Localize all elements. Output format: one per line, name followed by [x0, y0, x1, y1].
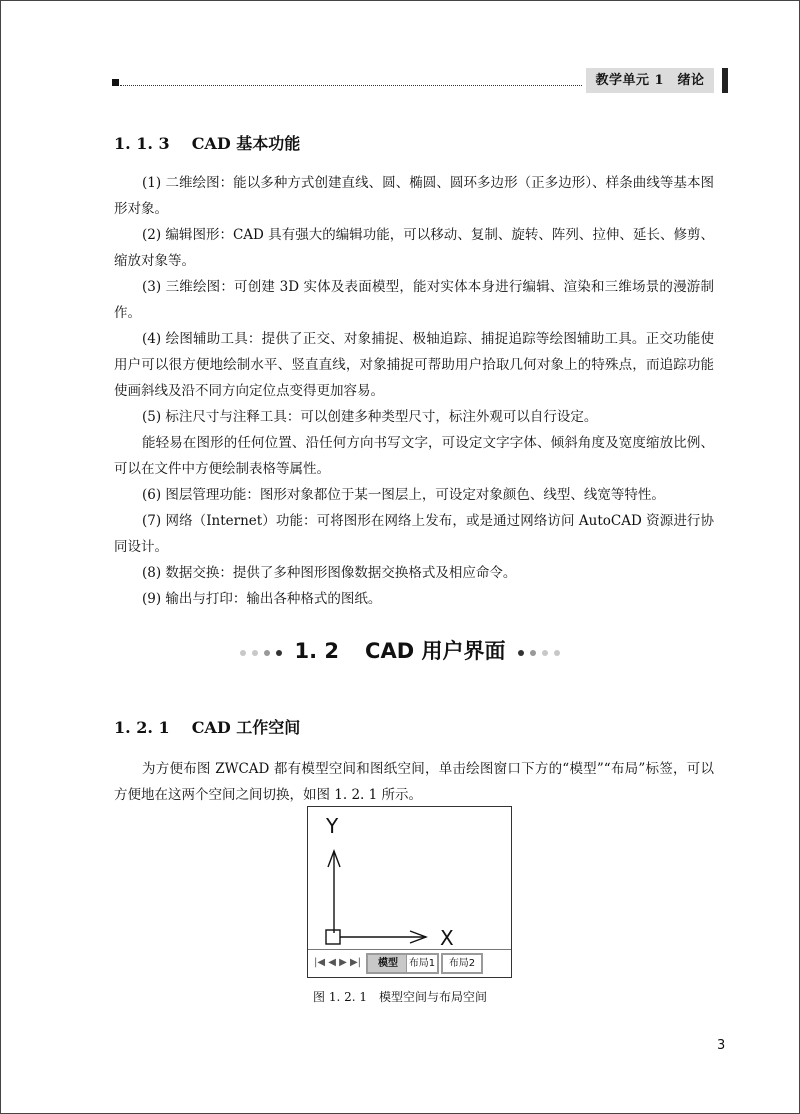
section-title: CAD 基本功能 — [191, 134, 301, 153]
figure-caption-text: 模型空间与布局空间 — [378, 990, 487, 1004]
banner-number: 1. 2 — [294, 639, 340, 663]
section-number: 1. 2. 1 — [114, 718, 170, 737]
paragraph: (8) 数据交换：提供了多种图形图像数据交换格式及相应命令。 — [142, 565, 517, 581]
paragraph: (3) 三维绘图：可创建 3D 实体及表面模型，能对实体本身进行编辑、渲染和三维场景的漫游制作。 — [114, 279, 714, 321]
paragraph: 能轻易在图形的任何位置、沿任何方向书写文字，可设定文字字体、倾斜角度及宽度缩放比例、可以在文件中方便绘制表格等属性。 — [114, 435, 714, 477]
ucs-axes-icon — [308, 807, 511, 949]
paragraph: (5) 标注尺寸与注释工具：可以创建多种类型尺寸，标注外观可以自行设定。 — [142, 409, 598, 425]
tab-layout2[interactable]: 布局2 — [441, 953, 483, 974]
banner-title: CAD 用户界面 — [365, 639, 506, 663]
paragraph: (1) 二维绘图：能以多种方式创建直线、圆、椭圆、圆环多边形（正多边形）、样条曲线等基本图形对象。 — [114, 175, 714, 217]
paragraph: 为方便布图 ZWCAD 都有模型空间和图纸空间，单击绘图窗口下方的“模型”“布局”标签，可以方便地在这两个空间之间切换，如图 1. 2. 1 所示。 — [114, 761, 714, 803]
figure-caption — [0, 988, 800, 1005]
header-dotted-rule — [120, 85, 582, 86]
paragraph: (2) 编辑图形：CAD 具有强大的编辑功能，可以移动、复制、旋转、阵列、拉伸、延长、修剪、缩放对象等。 — [114, 227, 714, 269]
header-square — [112, 79, 119, 86]
layout-tab-bar — [308, 949, 511, 978]
figure-model-layout — [307, 806, 512, 978]
page-number: 3 — [717, 1038, 726, 1053]
paragraph: (9) 输出与打印：输出各种格式的图纸。 — [142, 591, 382, 607]
chapter-section-banner — [0, 636, 800, 666]
section-heading-1-2-1 — [114, 715, 300, 738]
banner-dots-right — [515, 637, 563, 667]
tab-model[interactable]: 模型 — [366, 953, 410, 974]
section-1-1-3-body — [114, 170, 714, 612]
ucs-origin-box — [326, 930, 340, 944]
banner-dots-left — [237, 637, 285, 667]
section-1-2-1-body — [114, 756, 714, 808]
axis-x-label: X — [440, 926, 454, 949]
paragraph: (7) 网络（Internet）功能：可将图形在网络上发布，或是通过网络访问 AutoCAD 资源进行协同设计。 — [114, 513, 714, 555]
section-number: 1. 1. 3 — [114, 134, 170, 153]
section-title: CAD 工作空间 — [191, 718, 301, 737]
paragraph: (4) 绘图辅助工具：提供了正交、对象捕捉、极轴追踪、捕捉追踪等绘图辅助工具。正交功能使用户可以很方便地绘制水平、竖直直线，对象捕捉可帮助用户拾取几何对象上的特殊点，而追踪功能使画斜线及沿不同方向定位点变得更加容易。 — [114, 331, 714, 399]
section-heading-1-1-3 — [114, 131, 300, 154]
paragraph: (6) 图层管理功能：图形对象都位于某一图层上，可设定对象颜色、线型、线宽等特性。 — [142, 487, 665, 503]
axis-y-label: Y — [326, 814, 339, 838]
figure-caption-number: 图 1. 2. 1 — [313, 990, 367, 1004]
tab-layout1[interactable]: 布局1 — [406, 953, 439, 974]
tab-navigation-buttons[interactable]: |◀ ◀ ▶ ▶| — [314, 957, 362, 968]
running-header-chapter: 教学单元 1 绪论 — [586, 68, 714, 93]
header-bar — [722, 68, 728, 93]
